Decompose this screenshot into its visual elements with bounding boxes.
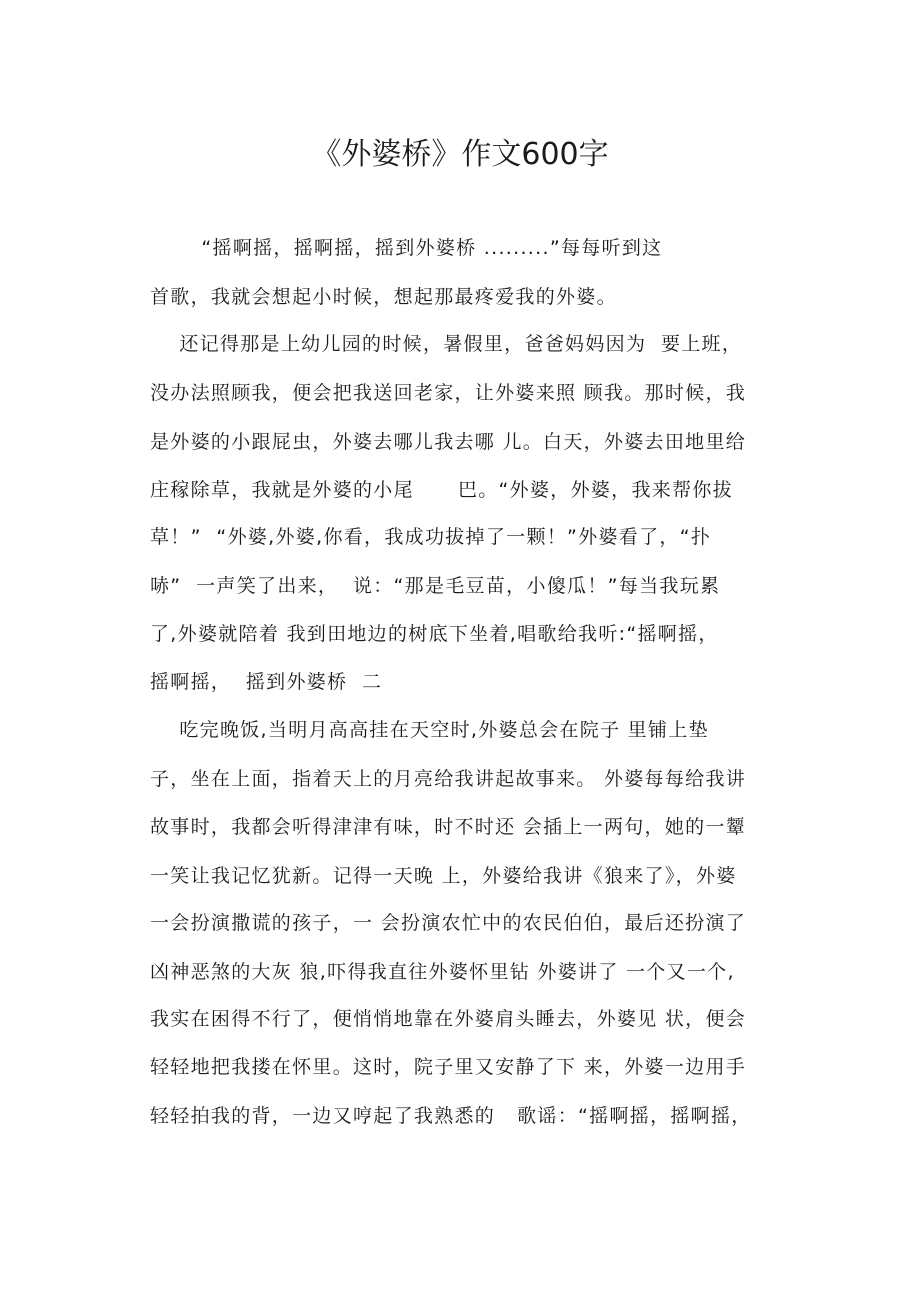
text-line: 吃完晚饭,当明月高高挂在天空时,外婆总会在院子 里铺上垫: [150, 719, 709, 741]
text-line: 我实在困得不行了，便悄悄地靠在外婆肩头睡去，外婆见 状，便会: [150, 1008, 747, 1030]
text-line: 子，坐在上面，指着天上的月亮给我讲起故事来。 外婆每每给我讲: [150, 768, 747, 790]
text-line: 一会扮演撒谎的孩子，一 会扮演农忙中的农民伯伯，最后还扮演了: [150, 912, 747, 934]
text-line: 凶神恶煞的大灰 狼,吓得我直往外婆怀里钻 外婆讲了 一个又一个,: [150, 961, 735, 983]
text-line: 没办法照顾我，便会把我送回老家，让外婆来照 顾我。那时候，我: [150, 382, 747, 404]
text-line: 草！” “外婆,外婆,你看，我成功拔掉了一颗！”外婆看了，“扑: [150, 526, 712, 548]
text-line: 一笑让我记忆犹新。记得一天晚 上，外婆给我讲《狼来了》，外婆: [150, 865, 737, 887]
text-line: 还记得那是上幼儿园的时候，暑假里，爸爸妈妈因为 要上班，: [150, 333, 743, 355]
text-line: 了,外婆就陪着 我到田地边的树底下坐着,唱歌给我听:“摇啊摇，: [150, 623, 719, 645]
text-line: 摇啊摇， 摇到外婆桥 二: [150, 671, 383, 693]
text-line: 首歌，我就会想起小时候，想起那最疼爱我的外婆。: [150, 286, 617, 308]
text-line: 是外婆的小跟屁虫，外婆去哪儿我去哪 儿。白天，外婆去田地里给: [150, 431, 747, 453]
text-line: 故事时，我都会听得津津有味，时不时还 会插上一两句，她的一颦: [150, 816, 747, 838]
text-line: 轻轻地把我搂在怀里。这时，院子里又安静了下 来，外婆一边用手: [150, 1056, 747, 1078]
text-line: 庄稼除草，我就是外婆的小尾 巴。“外婆，外婆，我来帮你拔: [150, 479, 733, 501]
text-line: 哧” 一声笑了出来， 说：“那是毛豆苗，小傻瓜！”每当我玩累: [150, 575, 721, 597]
document-title: 《外婆桥》作文600字: [311, 137, 609, 172]
text-line: 轻轻拍我的背，一边又哼起了我熟悉的 歌谣：“摇啊摇，摇啊摇，: [150, 1105, 752, 1127]
text-line: “摇啊摇，摇啊摇，摇到外婆桥 .........”每每听到这: [150, 237, 663, 259]
